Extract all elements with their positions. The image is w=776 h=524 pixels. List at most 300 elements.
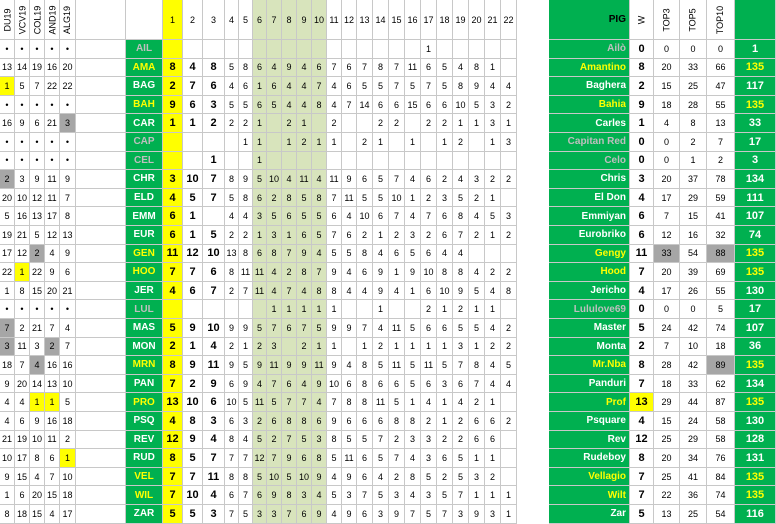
- row-bah-w[interactable]: 9: [630, 96, 654, 115]
- row-psq-left-4[interactable]: 18: [60, 412, 76, 431]
- row-spacer[interactable]: [76, 133, 126, 152]
- row-mon-r10[interactable]: 1: [312, 338, 327, 357]
- row-zar-left-2[interactable]: 15: [30, 505, 45, 524]
- row-eur-r10[interactable]: 5: [312, 226, 327, 245]
- row-cap-r10[interactable]: 1: [312, 133, 327, 152]
- row-mon-r16[interactable]: 1: [405, 338, 421, 357]
- row-zar-r2[interactable]: 5: [183, 505, 203, 524]
- row-wil-r16[interactable]: 4: [405, 486, 421, 505]
- row-mas-left-3[interactable]: 7: [45, 319, 60, 338]
- row-pro-left-3[interactable]: 1: [45, 393, 60, 412]
- row-mrn-r22[interactable]: 5: [501, 356, 517, 375]
- row-ama-r11[interactable]: 7: [327, 59, 342, 78]
- row-eur-r11[interactable]: 7: [327, 226, 342, 245]
- row-rev-t3[interactable]: 25: [654, 431, 680, 450]
- row-emm-left-1[interactable]: 16: [15, 207, 30, 226]
- row-pan-r2[interactable]: 2: [183, 375, 203, 394]
- row-cap-r7[interactable]: [267, 133, 282, 152]
- row-bag-r2[interactable]: 7: [183, 77, 203, 96]
- row-gen-left-4[interactable]: 9: [60, 245, 76, 264]
- row-ama-r14[interactable]: 8: [373, 59, 389, 78]
- row-mon-left-2[interactable]: 3: [30, 338, 45, 357]
- row-rev-r11[interactable]: 8: [327, 431, 342, 450]
- row-rud-left-0[interactable]: 10: [0, 449, 15, 468]
- row-cel-r21[interactable]: [485, 152, 501, 171]
- header-round-4[interactable]: 4: [225, 0, 239, 40]
- row-chr-left-0[interactable]: 2: [0, 170, 15, 189]
- row-emm-r10[interactable]: 5: [312, 207, 327, 226]
- header-round-8[interactable]: 8: [282, 0, 297, 40]
- row-car-left-1[interactable]: 9: [15, 114, 30, 133]
- row-eld-r13[interactable]: 5: [357, 189, 373, 208]
- row-name-car[interactable]: Carles: [549, 114, 630, 133]
- row-pan-r8[interactable]: 6: [282, 375, 297, 394]
- row-pan-left-1[interactable]: 20: [15, 375, 30, 394]
- header-round-16[interactable]: 16: [405, 0, 421, 40]
- row-cel-w[interactable]: 0: [630, 152, 654, 171]
- row-pro-t10[interactable]: 87: [707, 393, 735, 412]
- row-eur-r22[interactable]: 2: [501, 226, 517, 245]
- header-round-17[interactable]: 17: [421, 0, 437, 40]
- row-hoo-left-1[interactable]: 1: [15, 263, 30, 282]
- row-emm-r5[interactable]: 4: [239, 207, 253, 226]
- row-psq-left-3[interactable]: 16: [45, 412, 60, 431]
- row-jer-left-1[interactable]: 8: [15, 282, 30, 301]
- row-lul-r21[interactable]: 1: [485, 300, 501, 319]
- row-eld-r9[interactable]: 5: [297, 189, 312, 208]
- row-mas-r20[interactable]: 5: [469, 319, 485, 338]
- row-ama-left-1[interactable]: 14: [15, 59, 30, 78]
- row-emm-r9[interactable]: 5: [297, 207, 312, 226]
- row-vel-r18[interactable]: 2: [437, 468, 453, 487]
- row-mon-r3[interactable]: 4: [203, 338, 225, 357]
- row-rud-r15[interactable]: 7: [389, 449, 405, 468]
- row-eur-r17[interactable]: 2: [421, 226, 437, 245]
- row-hoo-r11[interactable]: 9: [327, 263, 342, 282]
- row-pan-r22[interactable]: 4: [501, 375, 517, 394]
- row-gen-r13[interactable]: 8: [357, 245, 373, 264]
- row-ail-left-4[interactable]: •: [60, 40, 76, 59]
- row-pan-w[interactable]: 7: [630, 375, 654, 394]
- row-code-lul[interactable]: LUL: [126, 300, 163, 319]
- row-zar-r17[interactable]: 5: [421, 505, 437, 524]
- row-chr-r21[interactable]: 2: [485, 170, 501, 189]
- row-rev-r12[interactable]: 5: [342, 431, 357, 450]
- row-ama-r17[interactable]: 6: [421, 59, 437, 78]
- row-gen-left-3[interactable]: 4: [45, 245, 60, 264]
- row-bah-r3[interactable]: 3: [203, 96, 225, 115]
- row-hoo-r8[interactable]: 2: [282, 263, 297, 282]
- row-bag-left-0[interactable]: 1: [0, 77, 15, 96]
- row-pan-r1[interactable]: 7: [163, 375, 183, 394]
- row-mrn-r19[interactable]: 7: [453, 356, 469, 375]
- row-spacer[interactable]: [76, 375, 126, 394]
- row-zar-r10[interactable]: 9: [312, 505, 327, 524]
- row-eur-r1[interactable]: 6: [163, 226, 183, 245]
- row-jer-r2[interactable]: 6: [183, 282, 203, 301]
- row-gen-r1[interactable]: 11: [163, 245, 183, 264]
- row-bag-r12[interactable]: 6: [342, 77, 357, 96]
- row-chr-r17[interactable]: 6: [421, 170, 437, 189]
- row-zar-left-1[interactable]: 18: [15, 505, 30, 524]
- row-rud-t5[interactable]: 34: [680, 449, 707, 468]
- row-rud-r10[interactable]: 8: [312, 449, 327, 468]
- row-chr-r1[interactable]: 3: [163, 170, 183, 189]
- row-wil-left-3[interactable]: 15: [45, 486, 60, 505]
- row-vel-r13[interactable]: 6: [357, 468, 373, 487]
- row-code-hoo[interactable]: HOO: [126, 263, 163, 282]
- row-car-r7[interactable]: [267, 114, 282, 133]
- row-cap-r11[interactable]: 1: [327, 133, 342, 152]
- row-hoo-r5[interactable]: 11: [239, 263, 253, 282]
- row-bah-r12[interactable]: 7: [342, 96, 357, 115]
- row-cap-r21[interactable]: 1: [485, 133, 501, 152]
- header-round-22[interactable]: 22: [501, 0, 517, 40]
- row-zar-r7[interactable]: 3: [267, 505, 282, 524]
- row-wil-r1[interactable]: 7: [163, 486, 183, 505]
- row-wil-r14[interactable]: 5: [373, 486, 389, 505]
- row-wil-r6[interactable]: 6: [253, 486, 267, 505]
- row-bah-r18[interactable]: 6: [437, 96, 453, 115]
- row-chr-r12[interactable]: 9: [342, 170, 357, 189]
- row-code-bah[interactable]: BAH: [126, 96, 163, 115]
- row-cap-left-4[interactable]: •: [60, 133, 76, 152]
- row-name-bah[interactable]: Bahia: [549, 96, 630, 115]
- row-bah-left-1[interactable]: •: [15, 96, 30, 115]
- row-vel-r2[interactable]: 7: [183, 468, 203, 487]
- row-mas-r16[interactable]: 5: [405, 319, 421, 338]
- row-psq-left-0[interactable]: 4: [0, 412, 15, 431]
- row-spacer[interactable]: [76, 393, 126, 412]
- row-eld-t3[interactable]: 17: [654, 189, 680, 208]
- row-bah-r8[interactable]: 4: [282, 96, 297, 115]
- row-name-rev[interactable]: Rev: [549, 431, 630, 450]
- row-pro-r1[interactable]: 13: [163, 393, 183, 412]
- row-gen-left-1[interactable]: 12: [15, 245, 30, 264]
- row-emm-r7[interactable]: 5: [267, 207, 282, 226]
- row-jer-r7[interactable]: 4: [267, 282, 282, 301]
- row-jer-r13[interactable]: 4: [357, 282, 373, 301]
- row-pan-r13[interactable]: 8: [357, 375, 373, 394]
- row-bah-r5[interactable]: 5: [239, 96, 253, 115]
- row-eur-t3[interactable]: 12: [654, 226, 680, 245]
- row-mas-t3[interactable]: 24: [654, 319, 680, 338]
- row-ama-r4[interactable]: 5: [225, 59, 239, 78]
- row-mrn-r20[interactable]: 8: [469, 356, 485, 375]
- row-eld-r11[interactable]: 7: [327, 189, 342, 208]
- row-total-wil[interactable]: 135: [735, 486, 776, 505]
- row-pro-r21[interactable]: 1: [485, 393, 501, 412]
- row-pro-r7[interactable]: 5: [267, 393, 282, 412]
- row-cel-r8[interactable]: [282, 152, 297, 171]
- row-mas-r2[interactable]: 9: [183, 319, 203, 338]
- row-hoo-r9[interactable]: 8: [297, 263, 312, 282]
- row-lul-r1[interactable]: [163, 300, 183, 319]
- row-mas-left-4[interactable]: 4: [60, 319, 76, 338]
- row-ail-r11[interactable]: [327, 40, 342, 59]
- row-lul-t3[interactable]: 0: [654, 300, 680, 319]
- row-zar-r14[interactable]: 3: [373, 505, 389, 524]
- row-rev-r21[interactable]: 6: [485, 431, 501, 450]
- row-ama-r18[interactable]: 5: [437, 59, 453, 78]
- row-pan-t3[interactable]: 18: [654, 375, 680, 394]
- row-eur-t5[interactable]: 16: [680, 226, 707, 245]
- row-total-jer[interactable]: 130: [735, 282, 776, 301]
- row-psq-r12[interactable]: 6: [342, 412, 357, 431]
- row-mon-r21[interactable]: 2: [485, 338, 501, 357]
- row-gen-r9[interactable]: 9: [297, 245, 312, 264]
- row-code-vel[interactable]: VEL: [126, 468, 163, 487]
- row-ail-r5[interactable]: [239, 40, 253, 59]
- row-name-ail[interactable]: Ailò: [549, 40, 630, 59]
- row-mon-w[interactable]: 2: [630, 338, 654, 357]
- row-name-eur[interactable]: Eurobriko: [549, 226, 630, 245]
- header-round-15[interactable]: 15: [389, 0, 405, 40]
- row-code-rud[interactable]: RUD: [126, 449, 163, 468]
- header-round-3[interactable]: 3: [203, 0, 225, 40]
- row-zar-r8[interactable]: 7: [282, 505, 297, 524]
- row-ama-w[interactable]: 8: [630, 59, 654, 78]
- row-hoo-w[interactable]: 7: [630, 263, 654, 282]
- row-eur-r9[interactable]: 6: [297, 226, 312, 245]
- row-eld-left-1[interactable]: 10: [15, 189, 30, 208]
- row-mas-r11[interactable]: 9: [327, 319, 342, 338]
- row-mas-r21[interactable]: 4: [485, 319, 501, 338]
- row-chr-r9[interactable]: 11: [297, 170, 312, 189]
- row-bah-left-4[interactable]: •: [60, 96, 76, 115]
- row-gen-r15[interactable]: 6: [389, 245, 405, 264]
- row-jer-r11[interactable]: 8: [327, 282, 342, 301]
- row-psq-r22[interactable]: 2: [501, 412, 517, 431]
- row-rud-r14[interactable]: 5: [373, 449, 389, 468]
- row-mrn-t5[interactable]: 42: [680, 356, 707, 375]
- row-jer-r4[interactable]: 2: [225, 282, 239, 301]
- row-chr-w[interactable]: 3: [630, 170, 654, 189]
- row-eur-r5[interactable]: 2: [239, 226, 253, 245]
- row-zar-left-4[interactable]: 17: [60, 505, 76, 524]
- row-eld-r21[interactable]: 1: [485, 189, 501, 208]
- row-emm-r17[interactable]: 7: [421, 207, 437, 226]
- row-ama-r10[interactable]: 6: [312, 59, 327, 78]
- row-mrn-r21[interactable]: 4: [485, 356, 501, 375]
- row-emm-r3[interactable]: [203, 207, 225, 226]
- row-cel-r19[interactable]: [453, 152, 469, 171]
- row-code-pro[interactable]: PRO: [126, 393, 163, 412]
- row-total-emm[interactable]: 107: [735, 207, 776, 226]
- row-pan-r19[interactable]: 6: [453, 375, 469, 394]
- row-eur-r16[interactable]: 3: [405, 226, 421, 245]
- row-eld-r2[interactable]: 5: [183, 189, 203, 208]
- header-and19[interactable]: [45, 0, 60, 40]
- row-jer-r21[interactable]: 4: [485, 282, 501, 301]
- row-spacer[interactable]: [76, 152, 126, 171]
- row-ail-r2[interactable]: [183, 40, 203, 59]
- row-car-r18[interactable]: 2: [437, 114, 453, 133]
- row-psq-r14[interactable]: 6: [373, 412, 389, 431]
- row-pro-r9[interactable]: 7: [297, 393, 312, 412]
- row-mrn-r6[interactable]: 9: [253, 356, 267, 375]
- row-eur-left-4[interactable]: 13: [60, 226, 76, 245]
- row-cap-left-3[interactable]: •: [45, 133, 60, 152]
- row-bag-w[interactable]: 2: [630, 77, 654, 96]
- header-round-1[interactable]: 1: [163, 0, 183, 40]
- row-chr-r16[interactable]: 4: [405, 170, 421, 189]
- row-ail-r1[interactable]: [163, 40, 183, 59]
- row-chr-r4[interactable]: 8: [225, 170, 239, 189]
- header-alg19[interactable]: [60, 0, 76, 40]
- row-lul-r9[interactable]: 1: [297, 300, 312, 319]
- row-code-mas[interactable]: MAS: [126, 319, 163, 338]
- row-gen-r21[interactable]: [485, 245, 501, 264]
- row-total-rev[interactable]: 128: [735, 431, 776, 450]
- row-rev-r19[interactable]: 2: [453, 431, 469, 450]
- header-spacer[interactable]: [76, 0, 126, 40]
- row-car-left-0[interactable]: 16: [0, 114, 15, 133]
- row-hoo-left-4[interactable]: 6: [60, 263, 76, 282]
- row-pro-left-0[interactable]: 4: [0, 393, 15, 412]
- row-psq-r2[interactable]: 8: [183, 412, 203, 431]
- row-total-vel[interactable]: 135: [735, 468, 776, 487]
- row-jer-r3[interactable]: 7: [203, 282, 225, 301]
- row-wil-r3[interactable]: 4: [203, 486, 225, 505]
- row-rud-r6[interactable]: 12: [253, 449, 267, 468]
- row-lul-r17[interactable]: 2: [421, 300, 437, 319]
- row-cel-r20[interactable]: [469, 152, 485, 171]
- row-eur-r2[interactable]: 1: [183, 226, 203, 245]
- row-bah-t10[interactable]: 55: [707, 96, 735, 115]
- row-rud-r9[interactable]: 6: [297, 449, 312, 468]
- row-mon-r18[interactable]: 1: [437, 338, 453, 357]
- row-cap-t10[interactable]: 7: [707, 133, 735, 152]
- row-mrn-r14[interactable]: 5: [373, 356, 389, 375]
- row-psq-r17[interactable]: 2: [421, 412, 437, 431]
- row-zar-w[interactable]: 5: [630, 505, 654, 524]
- row-ama-r7[interactable]: 4: [267, 59, 282, 78]
- row-chr-r3[interactable]: 7: [203, 170, 225, 189]
- row-hoo-r12[interactable]: 4: [342, 263, 357, 282]
- row-mas-r18[interactable]: 6: [437, 319, 453, 338]
- row-spacer[interactable]: [76, 59, 126, 78]
- row-rev-r2[interactable]: 9: [183, 431, 203, 450]
- row-cap-r16[interactable]: 1: [405, 133, 421, 152]
- row-pro-r5[interactable]: 5: [239, 393, 253, 412]
- row-lul-r16[interactable]: [405, 300, 421, 319]
- row-wil-r21[interactable]: 1: [485, 486, 501, 505]
- row-chr-r15[interactable]: 7: [389, 170, 405, 189]
- row-code-pan[interactable]: PAN: [126, 375, 163, 394]
- row-ail-r16[interactable]: [405, 40, 421, 59]
- row-mas-r6[interactable]: 5: [253, 319, 267, 338]
- row-jer-w[interactable]: 4: [630, 282, 654, 301]
- row-psq-r21[interactable]: 6: [485, 412, 501, 431]
- row-spacer[interactable]: [76, 468, 126, 487]
- row-rev-r22[interactable]: [501, 431, 517, 450]
- row-eld-r7[interactable]: 2: [267, 189, 282, 208]
- row-mon-t5[interactable]: 10: [680, 338, 707, 357]
- row-ama-t3[interactable]: 20: [654, 59, 680, 78]
- row-mas-r17[interactable]: 6: [421, 319, 437, 338]
- row-car-t3[interactable]: 4: [654, 114, 680, 133]
- row-total-bah[interactable]: 135: [735, 96, 776, 115]
- row-eur-left-0[interactable]: 19: [0, 226, 15, 245]
- row-vel-r7[interactable]: 10: [267, 468, 282, 487]
- row-eur-t10[interactable]: 32: [707, 226, 735, 245]
- row-eld-left-2[interactable]: 12: [30, 189, 45, 208]
- row-mas-r8[interactable]: 6: [282, 319, 297, 338]
- row-psq-r7[interactable]: 6: [267, 412, 282, 431]
- row-cap-r8[interactable]: 1: [282, 133, 297, 152]
- row-bag-left-3[interactable]: 22: [45, 77, 60, 96]
- row-eld-r12[interactable]: 11: [342, 189, 357, 208]
- row-mon-r4[interactable]: 2: [225, 338, 239, 357]
- row-cel-r14[interactable]: [373, 152, 389, 171]
- row-total-lul[interactable]: 17: [735, 300, 776, 319]
- row-bah-r2[interactable]: 6: [183, 96, 203, 115]
- row-eld-r22[interactable]: [501, 189, 517, 208]
- row-eld-left-0[interactable]: 20: [0, 189, 15, 208]
- row-jer-r15[interactable]: 4: [389, 282, 405, 301]
- row-lul-r10[interactable]: 1: [312, 300, 327, 319]
- row-jer-left-0[interactable]: 1: [0, 282, 15, 301]
- row-wil-r22[interactable]: 1: [501, 486, 517, 505]
- header-round-2[interactable]: 2: [183, 0, 203, 40]
- row-jer-t10[interactable]: 55: [707, 282, 735, 301]
- row-ama-r20[interactable]: 8: [469, 59, 485, 78]
- row-bah-r19[interactable]: 10: [453, 96, 469, 115]
- row-lul-left-0[interactable]: •: [0, 300, 15, 319]
- row-jer-r18[interactable]: 10: [437, 282, 453, 301]
- row-hoo-r6[interactable]: 11: [253, 263, 267, 282]
- row-bag-r1[interactable]: 2: [163, 77, 183, 96]
- row-pro-r11[interactable]: 7: [327, 393, 342, 412]
- row-mon-r13[interactable]: 1: [357, 338, 373, 357]
- row-emm-left-4[interactable]: 8: [60, 207, 76, 226]
- row-rev-left-0[interactable]: 21: [0, 431, 15, 450]
- row-eur-r12[interactable]: 6: [342, 226, 357, 245]
- header-round-14[interactable]: 14: [373, 0, 389, 40]
- row-eld-w[interactable]: 4: [630, 189, 654, 208]
- row-cap-r5[interactable]: 1: [239, 133, 253, 152]
- row-jer-left-4[interactable]: 21: [60, 282, 76, 301]
- row-total-psq[interactable]: 130: [735, 412, 776, 431]
- row-rud-r12[interactable]: 11: [342, 449, 357, 468]
- row-total-mon[interactable]: 36: [735, 338, 776, 357]
- row-zar-left-0[interactable]: 8: [0, 505, 15, 524]
- row-bah-left-3[interactable]: •: [45, 96, 60, 115]
- header-round-21[interactable]: 21: [485, 0, 501, 40]
- row-jer-r22[interactable]: 8: [501, 282, 517, 301]
- row-pro-r6[interactable]: 11: [253, 393, 267, 412]
- row-pro-r13[interactable]: 8: [357, 393, 373, 412]
- row-eld-r16[interactable]: 1: [405, 189, 421, 208]
- row-emm-r12[interactable]: 4: [342, 207, 357, 226]
- row-name-jer[interactable]: Jericho: [549, 282, 630, 301]
- row-pan-t5[interactable]: 33: [680, 375, 707, 394]
- row-chr-t3[interactable]: 20: [654, 170, 680, 189]
- row-mas-r19[interactable]: 5: [453, 319, 469, 338]
- row-name-eld[interactable]: El Don: [549, 189, 630, 208]
- row-hoo-left-0[interactable]: 22: [0, 263, 15, 282]
- row-bag-r21[interactable]: 4: [485, 77, 501, 96]
- row-rev-t10[interactable]: 58: [707, 431, 735, 450]
- row-pan-r18[interactable]: 3: [437, 375, 453, 394]
- row-vel-left-2[interactable]: 4: [30, 468, 45, 487]
- row-rud-r20[interactable]: 1: [469, 449, 485, 468]
- row-rev-t5[interactable]: 29: [680, 431, 707, 450]
- row-eur-r7[interactable]: 3: [267, 226, 282, 245]
- row-rev-r18[interactable]: 2: [437, 431, 453, 450]
- row-eur-left-2[interactable]: 5: [30, 226, 45, 245]
